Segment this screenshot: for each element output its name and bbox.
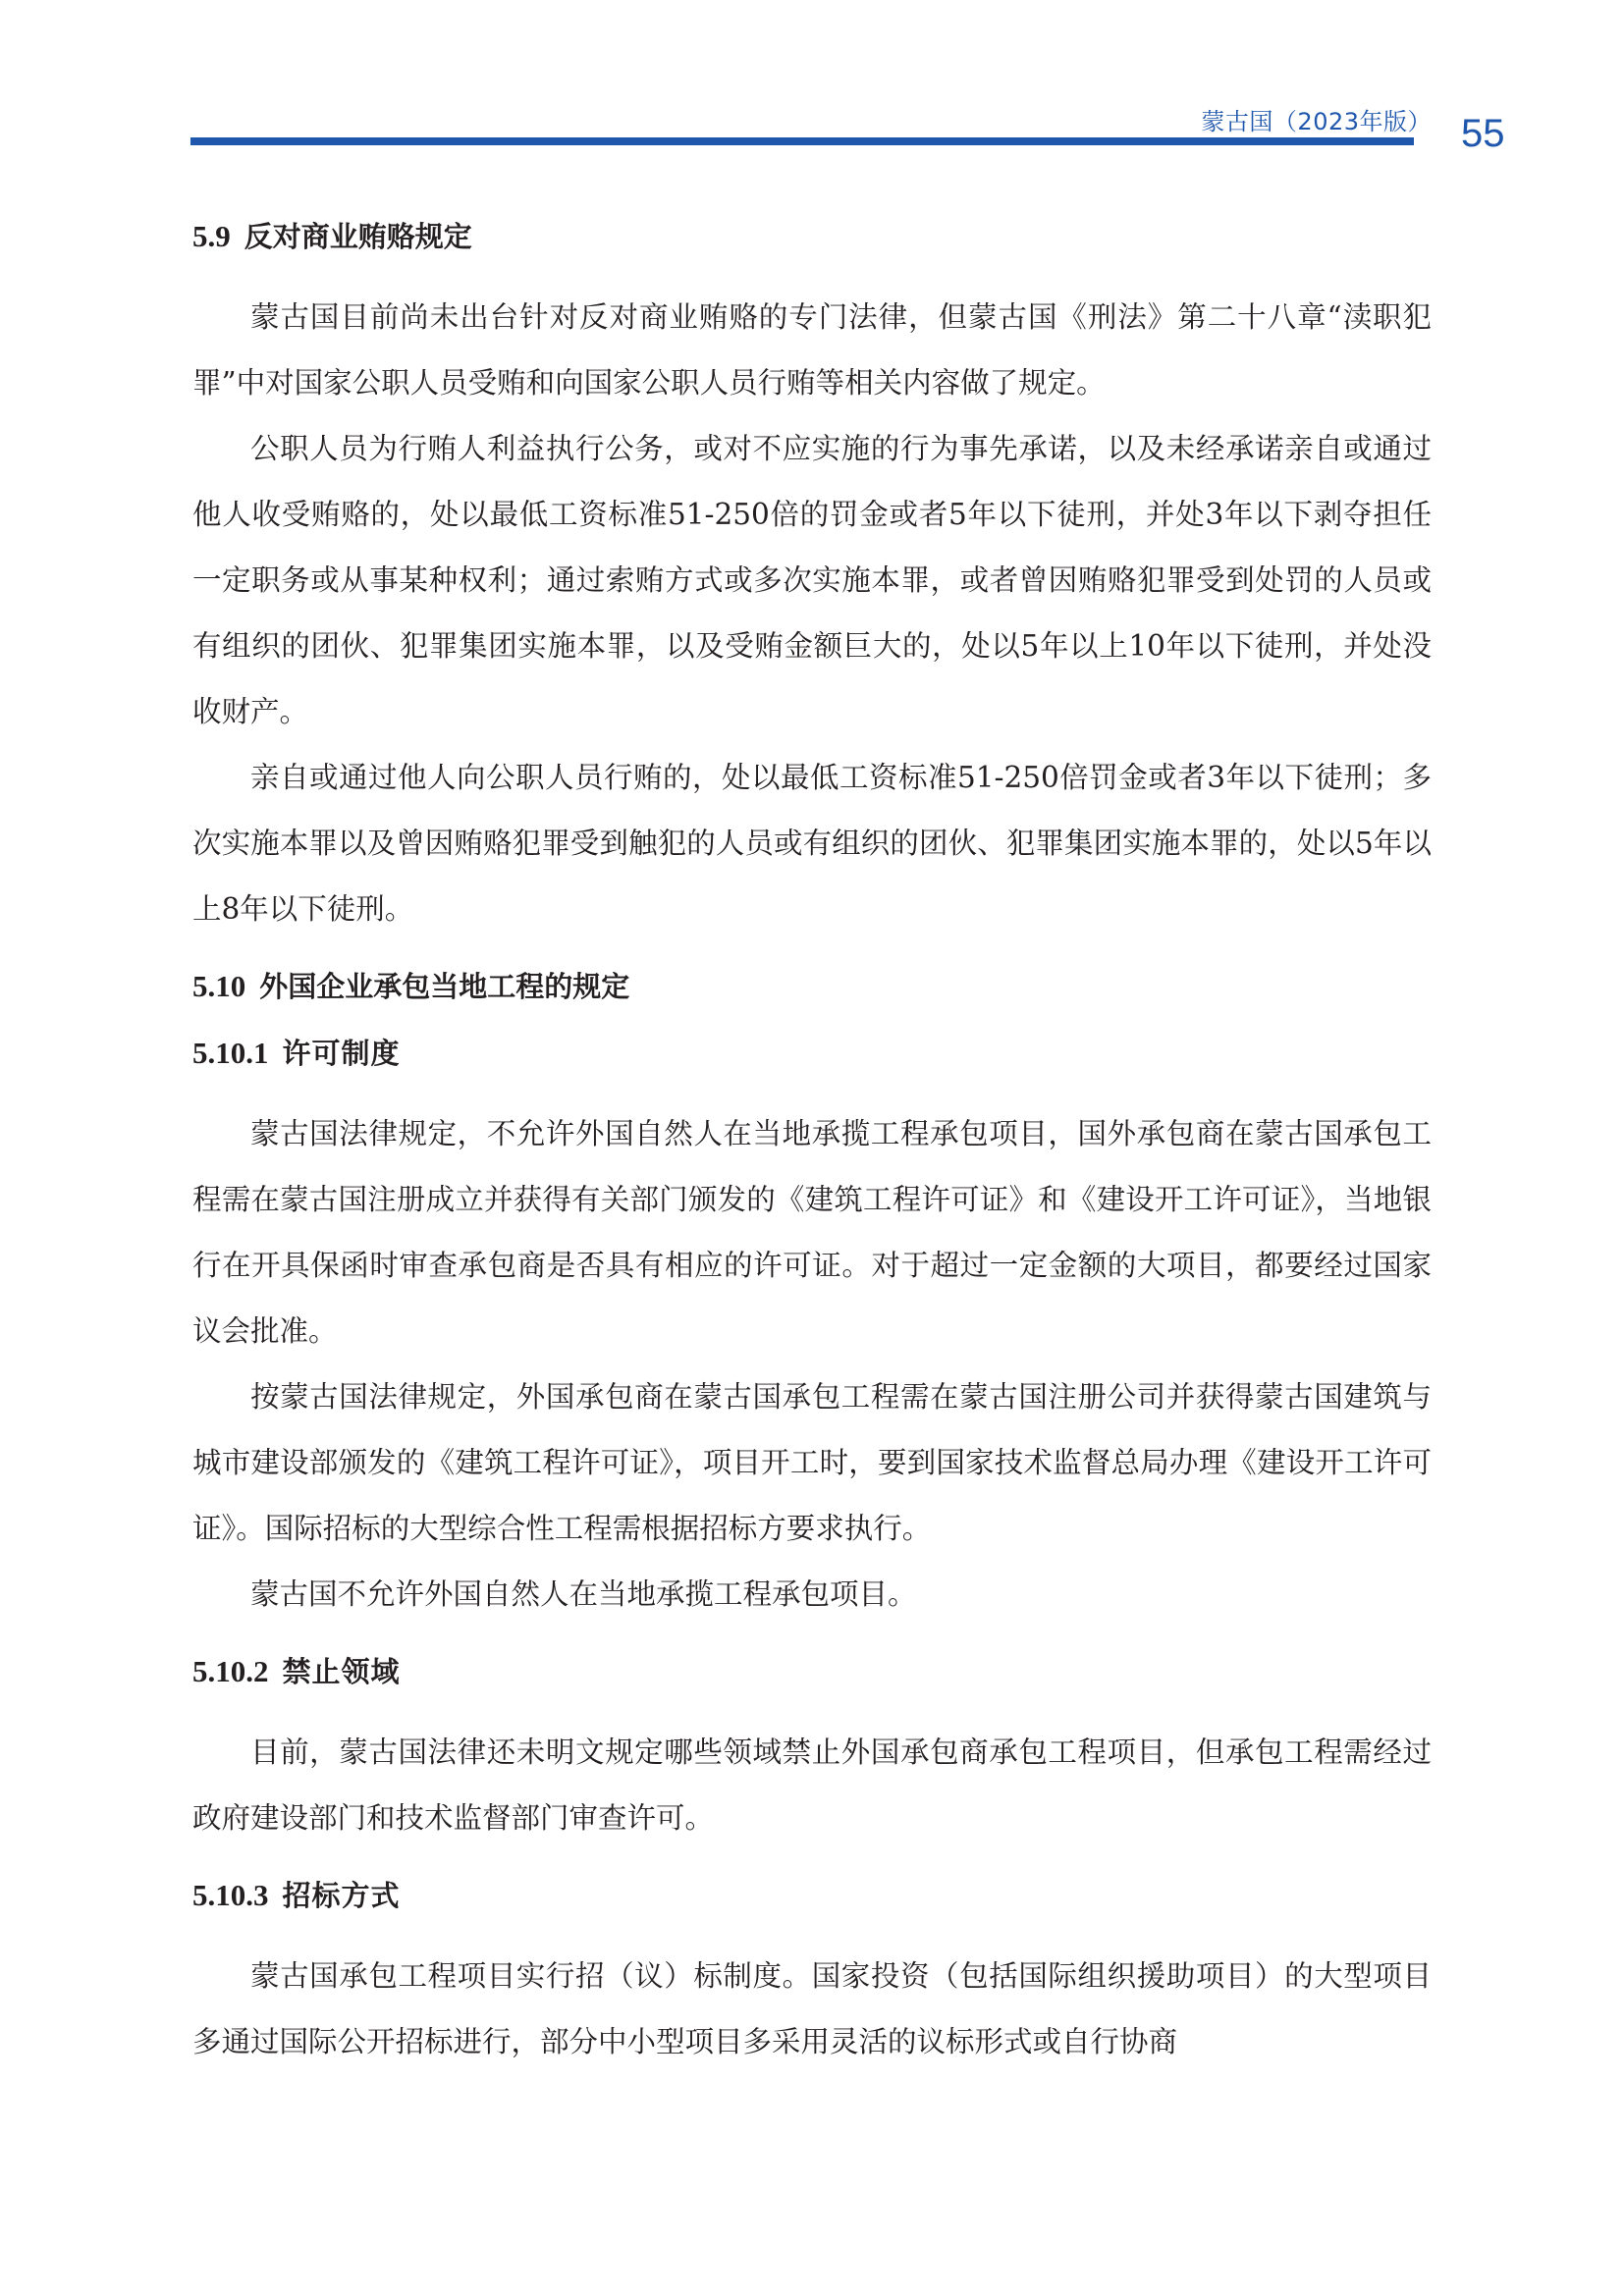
spacer: [192, 259, 1432, 285]
page-body: [192, 214, 1432, 2075]
paragraph: 蒙古国法律规定，不允许外国自然人在当地承揽工程承包项目，国外承包商在蒙古国承包工程需在蒙古国注册成立并获得有关部门颁发的《建筑工程许可证》和《建设开工许可证》，当地银行在开具保函时审查承包商是否具有相应的许可证。对于超过一定金额的大项目，都要经过国家议会批准。: [192, 1117, 1432, 1348]
spacer: [192, 1694, 1432, 1720]
subsection-heading-5-10-1: [192, 1031, 1432, 1076]
paragraph: 按蒙古国法律规定，外国承包商在蒙古国承包工程需在蒙古国注册公司并获得蒙古国建筑与城市建设部颁发的《建筑工程许可证》，项目开工时，要到国家技术监督总局办理《建设开工许可证》。国际招标的大型综合性工程需根据招标方要求执行。: [192, 1380, 1432, 1545]
section-heading-5-10: [192, 964, 1432, 1009]
header-rule: [190, 137, 1414, 145]
subsection-title: 招标方式: [282, 1879, 401, 1912]
section-title: 反对商业贿赂规定: [244, 220, 472, 253]
spacer: [192, 942, 1432, 964]
paragraph: 蒙古国不允许外国自然人在当地承揽工程承包项目。: [250, 1577, 917, 1611]
subsection-heading-5-10-3: [192, 1873, 1432, 1918]
section-number: 5.9: [192, 219, 231, 253]
paragraph: 目前，蒙古国法律还未明文规定哪些领域禁止外国承包商承包工程项目，但承包工程需经过政府建设部门和技术监督部门审查许可。: [192, 1735, 1432, 1835]
paragraph: 蒙古国目前尚未出台针对反对商业贿赂的专门法律，但蒙古国《刑法》第二十八章“渎职犯罪”中对国家公职人员受贿和向国家公职人员行贿等相关内容做了规定。: [192, 300, 1432, 400]
running-header-title: 蒙古国（2023年版）: [1201, 108, 1432, 135]
section-title: 外国企业承包当地工程的规定: [259, 970, 630, 1003]
subsection-number: 5.10.2: [192, 1654, 269, 1688]
spacer: [192, 1076, 1432, 1101]
subsection-title: 禁止领域: [282, 1655, 401, 1688]
spacer: [192, 1851, 1432, 1873]
paragraph: 公职人员为行贿人利益执行公务，或对不应实施的行为事先承诺，以及未经承诺亲自或通过他人收受贿赂的，处以最低工资标准51-250倍的罚金或者5年以下徒刑，并处3年以下剥夺担任一定职务或从事某种权利；通过索贿方式或多次实施本罪，或者曾因贿赂犯罪受到处罚的人员或有组织的团伙、犯罪集团实施本罪，以及受贿金额巨大的，处以5年以上10年以下徒刑，并处没收财产。: [192, 432, 1432, 728]
subsection-heading-5-10-2: [192, 1649, 1432, 1694]
section-heading-5-9: [192, 214, 1432, 259]
paragraph: 亲自或通过他人向公职人员行贿的，处以最低工资标准51-250倍罚金或者3年以下徒刑；多次实施本罪以及曾因贿赂犯罪受到触犯的人员或有组织的团伙、犯罪集团实施本罪的，处以5年以上8年以下徒刑。: [192, 761, 1432, 926]
page-number: 55: [1461, 112, 1505, 155]
section-number: 5.10: [192, 969, 246, 1003]
subsection-number: 5.10.3: [192, 1878, 269, 1912]
paragraph: 蒙古国承包工程项目实行招（议）标制度。国家投资（包括国际组织援助项目）的大型项目多通过国际公开招标进行，部分中小型项目多采用灵活的议标形式或自行协商: [192, 1959, 1432, 2058]
spacer: [192, 1628, 1432, 1649]
spacer: [192, 1009, 1432, 1031]
subsection-title: 许可制度: [282, 1037, 401, 1070]
spacer: [192, 1918, 1432, 1944]
subsection-number: 5.10.1: [192, 1036, 269, 1070]
